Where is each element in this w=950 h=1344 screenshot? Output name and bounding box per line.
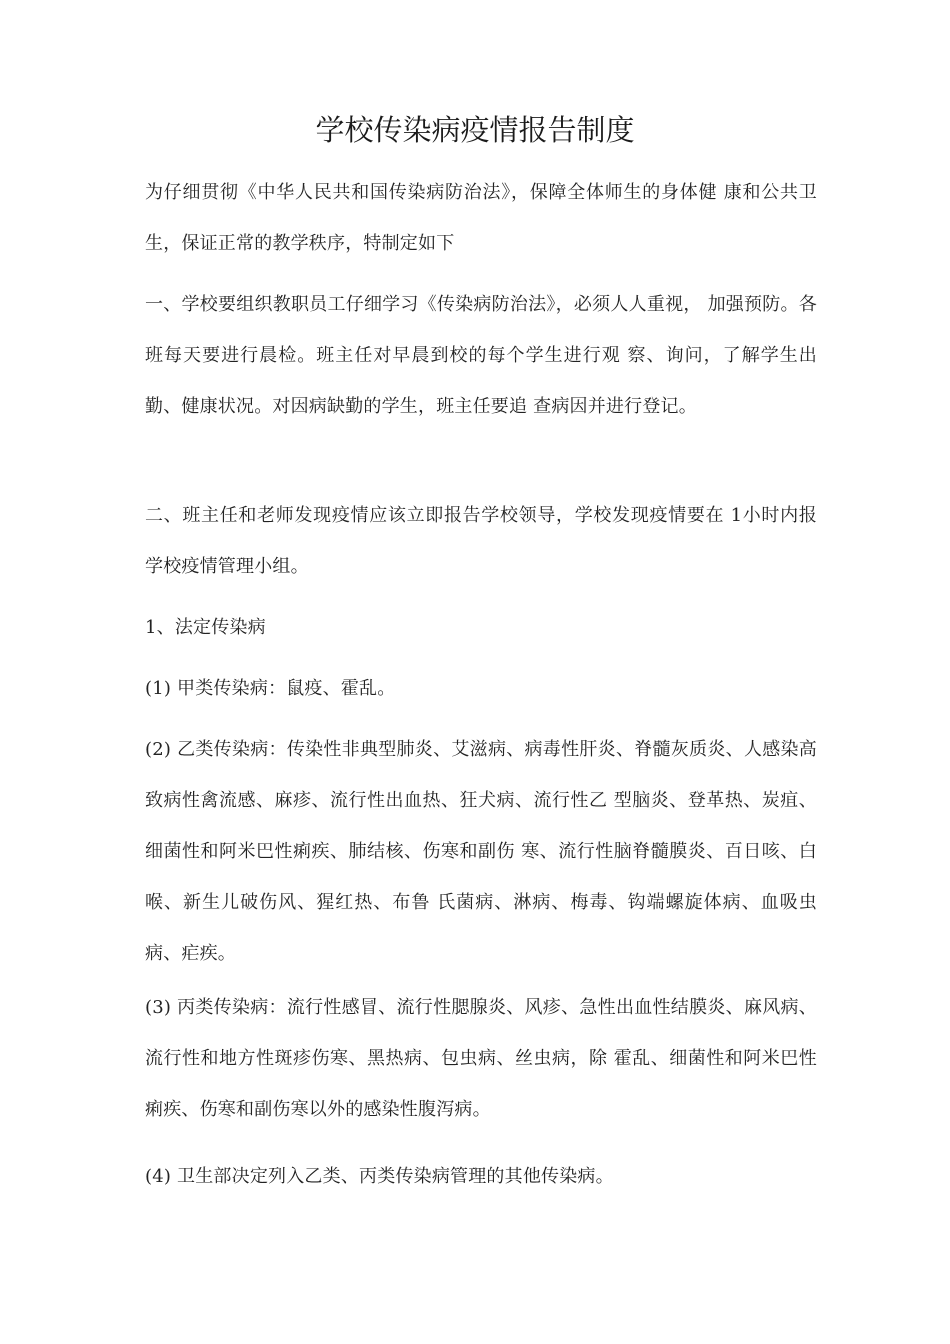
paragraph-statutory-diseases-heading: 1、法定传染病 [145, 617, 266, 638]
paragraph-intro: 为仔细贯彻《中华人民共和国传染病防治法》，保障全体师生的身体健 康和公共卫生，保证正常的教学秩序，特制定如下 [145, 182, 817, 254]
paragraph-other-diseases: (4) 卫生部决定列入乙类、丙类传染病管理的其他传染病。 [145, 1166, 614, 1187]
document-title: 学校传染病疫情报告制度 [315, 113, 635, 147]
paragraph-section-two: 二、班主任和老师发现疫情应该立即报告学校领导，学校发现疫情要在 1小时内报学校疫情管理小组。 [145, 505, 817, 577]
paragraph-class-c: (3) 丙类传染病：流行性感冒、流行性腮腺炎、风疹、急性出血性结膜炎、麻风病、流行性和地方性斑疹伤寒、黑热病、包虫病、丝虫病，除 霍乱、细菌性和阿米巴性痢疾、伤寒和副伤寒以外的感染性腹泻病。 [145, 997, 817, 1120]
paragraph-class-b: (2) 乙类传染病：传染性非典型肺炎、艾滋病、病毒性肝炎、脊髓灰质炎、人感染高致病性禽流感、麻疹、流行性出血热、狂犬病、流行性乙 型脑炎、登革热、炭疽、细菌性和阿米巴性痢疾、肺结核、伤寒和副伤 寒、流行性脑脊髓膜炎、百日咳、白喉、新生儿破伤风、猩红热、布鲁 氏菌病、淋病、梅毒、钩端螺旋体病、血吸虫病、疟疾。 [145, 739, 817, 964]
paragraph-section-one: 一、学校要组织教职员工仔细学习《传染病防治法》，必须人人重视， 加强预防。各班每天要进行晨检。班主任对早晨到校的每个学生进行观 察、询问，了解学生出勤、健康状况。对因病缺勤的学生，班主任要追 查病因并进行登记。 [145, 294, 817, 417]
paragraph-class-a: (1) 甲类传染病：鼠疫、霍乱。 [145, 678, 396, 699]
